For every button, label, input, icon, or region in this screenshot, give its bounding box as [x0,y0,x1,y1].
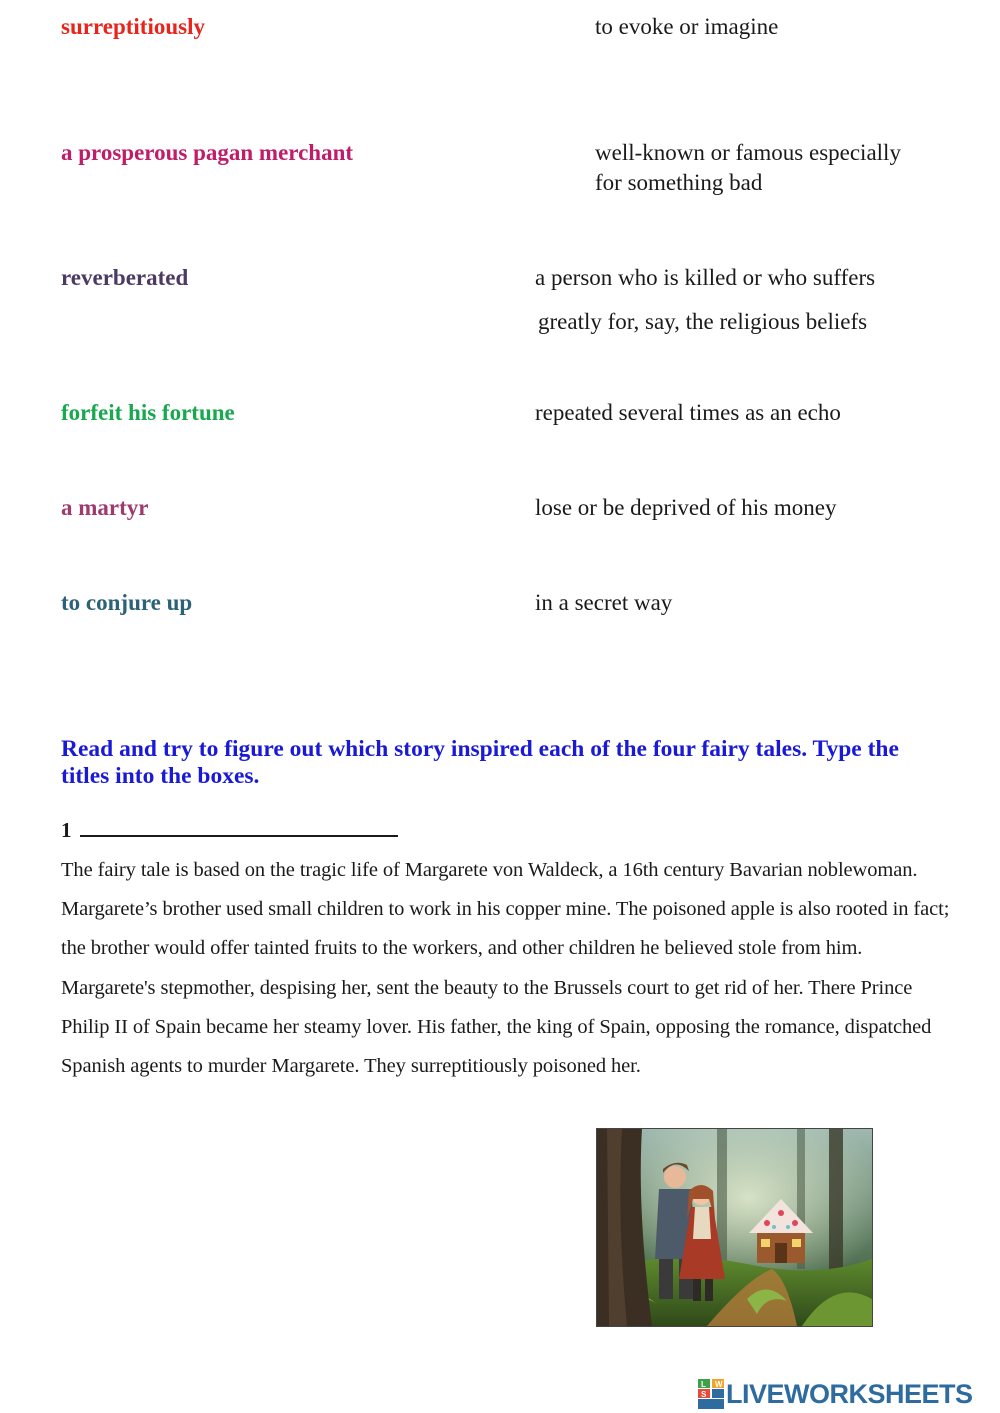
reading-passage [61,851,951,1086]
definition-martyr-line-2[interactable]: greatly for, say, the religious beliefs [538,309,868,334]
term-surreptitiously[interactable]: surreptitiously [61,14,205,39]
question-number [61,817,398,843]
forest-scene-svg [597,1129,872,1326]
definition-secret-way[interactable]: in a secret way [535,590,673,615]
definition-echo[interactable]: repeated several times as an echo [535,400,841,425]
liveworksheets-logo[interactable] [698,1377,973,1411]
instructions-heading: Read and try to figure out which story inspired each of the four fairy tales. Type the titles into the boxes. [61,736,899,789]
answer-input-1[interactable] [80,817,398,837]
logo-letter-w: W [715,1380,723,1389]
definition-lose-money[interactable]: lose or be deprived of his money [535,495,837,520]
passage-paragraph-1: The fairy tale is based on the tragic life of Margarete von Waldeck, a 16th century Bavarian noblewoman. Margarete’s brother used small children to work in his copper mine. The poisoned apple is also rooted in fact; the brother would offer tainted fruits to the workers, and other children he believed stole from him. [61,859,950,960]
term-martyr[interactable]: a martyr [61,495,149,520]
fairy-tale-forest-scene-icon [596,1128,873,1327]
term-prosperous-pagan-merchant[interactable]: a prosperous pagan merchant [61,140,354,165]
definition-evoke-imagine[interactable]: to evoke or imagine [595,14,779,39]
liveworksheets-logo-icon [698,1379,724,1409]
definition-well-known-line-2[interactable]: for something bad [595,170,763,195]
logo-letter-l: L [701,1380,706,1389]
passage-paragraph-2: Margarete's stepmother, despising her, sent the beauty to the Brussels court to get rid of her. There Prince Philip II of Spain became her steamy lover. His father, the king of Spain, opposing the romance, dispatched Spanish agents to murder Margarete. They surreptitiously poisoned her. [61,976,932,1078]
definition-well-known-line-1[interactable]: well-known or famous especially [595,140,901,165]
definition-martyr-line-1[interactable]: a person who is killed or who suffers [535,265,876,290]
liveworksheets-wordmark: LIVEWORKSHEETS [726,1378,973,1409]
term-forfeit-his-fortune[interactable]: forfeit his fortune [61,400,235,425]
logo-letter-s: S [701,1390,707,1399]
term-conjure-up[interactable]: to conjure up [61,590,193,615]
term-reverberated[interactable]: reverberated [61,265,189,290]
question-number-label: 1 [61,818,72,842]
